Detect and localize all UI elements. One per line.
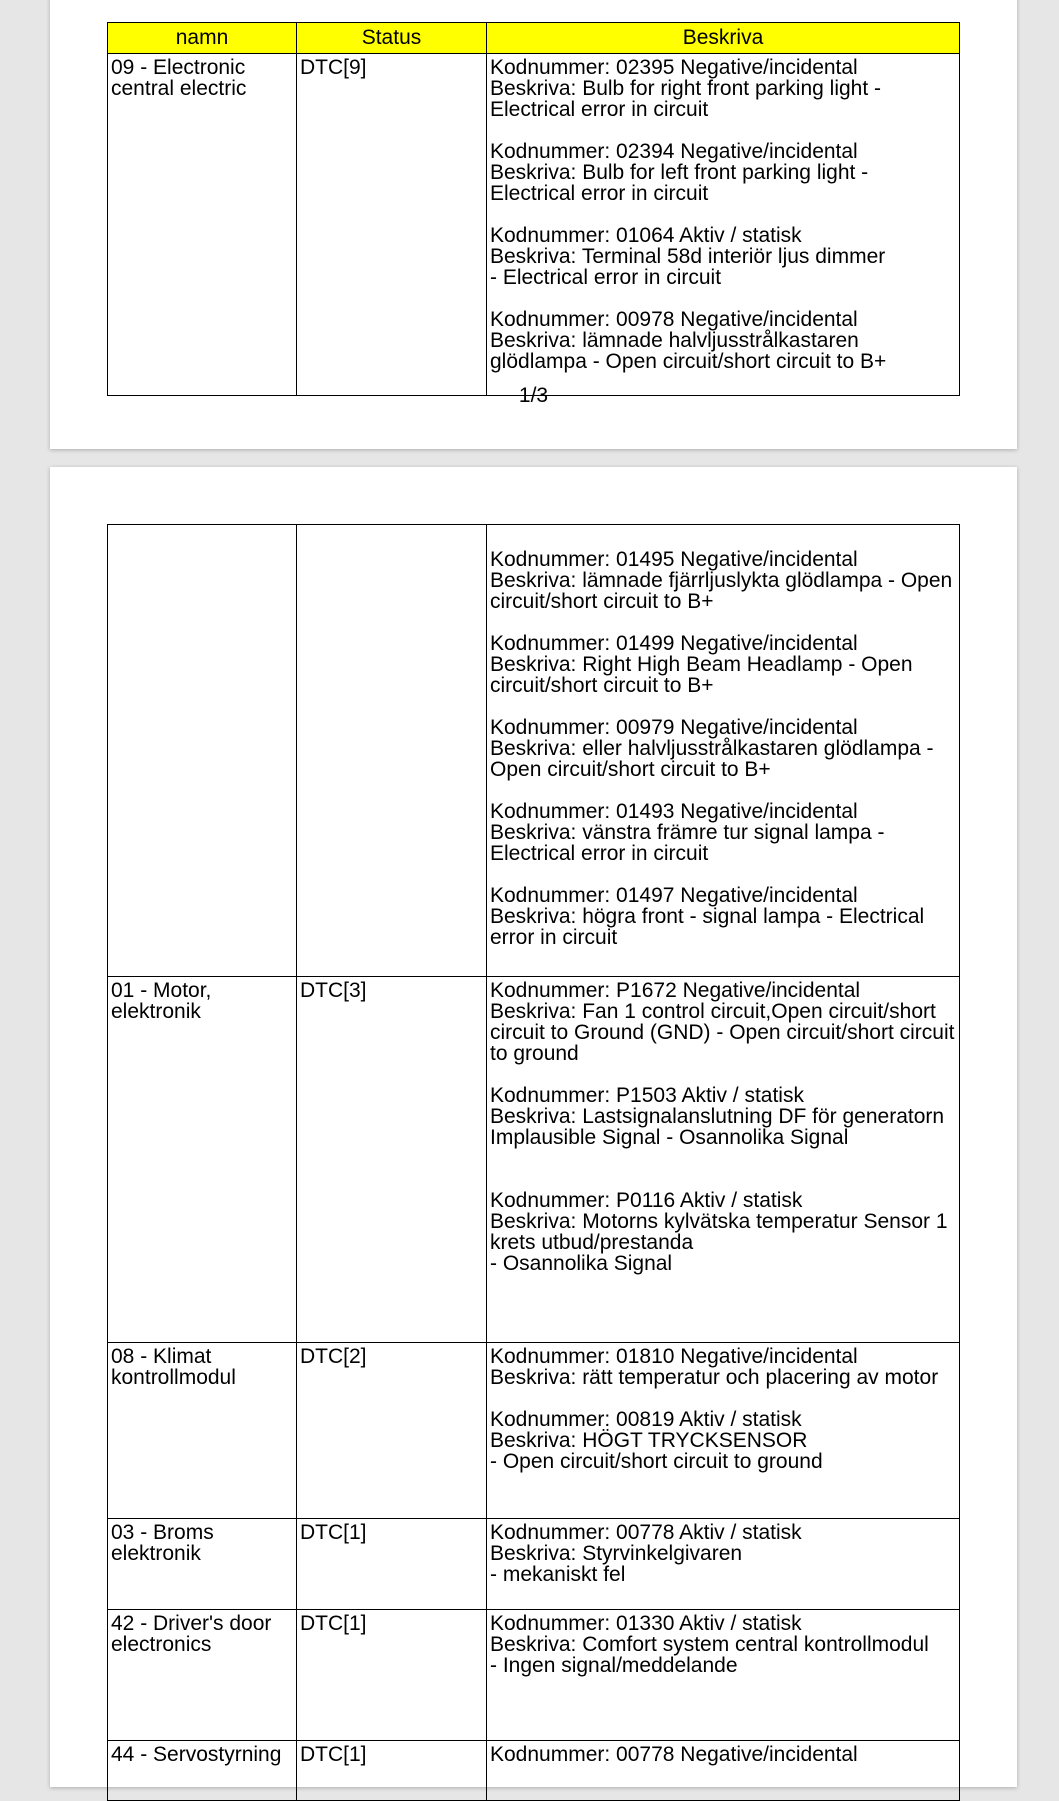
fault-entry (490, 1613, 956, 1676)
fault-code: Kodnummer: 01064 Aktiv / statisk (490, 224, 802, 247)
report-page-2 (50, 467, 1017, 1787)
fault-code: Kodnummer: P1503 Aktiv / statisk (490, 1084, 804, 1107)
fault-description: Beskriva: högra front - signal lampa - Electrical error in circuit (490, 905, 925, 949)
fault-code: Kodnummer: 01497 Negative/incidental (490, 884, 858, 907)
table-row (108, 1519, 960, 1610)
dtc-count-cell: DTC[1] (297, 1610, 487, 1741)
fault-description: Beskriva: Lastsignalanslutning DF för generatorn Implausible Signal - Osannolika Signal (490, 1105, 945, 1149)
fault-description: Beskriva: Terminal 58d interiör ljus dimmer - Electrical error in circuit (490, 245, 886, 289)
fault-description: Beskriva: eller halvljusstrålkastaren glödlampa - Open circuit/short circuit to B+ (490, 737, 934, 781)
fault-entry (490, 1346, 956, 1388)
table-row (108, 54, 960, 396)
table-row (108, 977, 960, 1343)
fault-code: Kodnummer: 00979 Negative/incidental (490, 716, 858, 739)
dtc-count-cell: DTC[9] (297, 54, 487, 396)
fault-description: Beskriva: Styrvinkelgivaren - mekaniskt fel (490, 1542, 743, 1586)
column-header-status: Status (297, 23, 487, 54)
fault-description-cell (487, 977, 960, 1343)
fault-description: Beskriva: Right High Beam Headlamp - Open circuit/short circuit to B+ (490, 653, 913, 697)
fault-entry (490, 1085, 956, 1148)
fault-entry (490, 885, 956, 948)
table-row (108, 525, 960, 977)
fault-entry (490, 225, 956, 288)
dtc-count-cell: DTC[2] (297, 1343, 487, 1519)
dtc-count-cell (297, 525, 487, 977)
fault-code: Kodnummer: 00819 Aktiv / statisk (490, 1408, 802, 1431)
fault-code: Kodnummer: 00778 Aktiv / statisk (490, 1521, 802, 1544)
table-row (108, 1741, 960, 1801)
fault-description: Beskriva: Bulb for left front parking light - Electrical error in circuit (490, 161, 869, 205)
fault-description: Beskriva: Fan 1 control circuit,Open circuit/short circuit to Ground (GND) - Open circuit/short circuit to ground (490, 1000, 955, 1065)
module-name-cell: 03 - Broms elektronik (108, 1519, 297, 1610)
fault-description-cell (487, 1343, 960, 1519)
fault-description: Beskriva: vänstra främre tur signal lampa - Electrical error in circuit (490, 821, 885, 865)
fault-description-cell (487, 525, 960, 977)
table-row (108, 1343, 960, 1519)
fault-description-cell (487, 1519, 960, 1610)
table-header-row (108, 23, 960, 54)
fault-code: Kodnummer: 01499 Negative/incidental (490, 632, 858, 655)
page-number: 1/3 (518, 384, 549, 407)
fault-code: Kodnummer: P1672 Negative/incidental (490, 979, 861, 1002)
fault-code: Kodnummer: 00978 Negative/incidental (490, 308, 858, 331)
fault-entry (490, 801, 956, 864)
module-name-cell: 42 - Driver's door electronics (108, 1610, 297, 1741)
module-name-cell: 08 - Klimat kontrollmodul (108, 1343, 297, 1519)
fault-entry (490, 980, 956, 1064)
module-name-cell (108, 525, 297, 977)
fault-entry (490, 1744, 956, 1765)
dtc-table-page-2 (107, 524, 960, 1801)
fault-entry (490, 57, 956, 120)
fault-entry (490, 1522, 956, 1585)
fault-description: Beskriva: lämnade halvljusstrålkastaren glödlampa - Open circuit/short circuit to B+ (490, 329, 887, 373)
fault-entry (490, 141, 956, 204)
report-page-1 (50, 0, 1017, 449)
fault-description-cell (487, 1741, 960, 1801)
fault-code: Kodnummer: P0116 Aktiv / statisk (490, 1189, 803, 1212)
fault-entry (490, 633, 956, 696)
dtc-count-cell: DTC[1] (297, 1519, 487, 1610)
fault-code: Kodnummer: 02394 Negative/incidental (490, 140, 858, 163)
fault-entry (490, 309, 956, 372)
fault-description: Beskriva: Bulb for right front parking light - Electrical error in circuit (490, 77, 882, 121)
fault-description: Beskriva: rätt temperatur och placering av motor (490, 1366, 939, 1389)
table-body (108, 54, 960, 396)
fault-code: Kodnummer: 01495 Negative/incidental (490, 548, 858, 571)
fault-code: Kodnummer: 01330 Aktiv / statisk (490, 1612, 802, 1635)
fault-code: Kodnummer: 01493 Negative/incidental (490, 800, 858, 823)
module-name-cell: 09 - Electronic central electric (108, 54, 297, 396)
fault-code: Kodnummer: 01810 Negative/incidental (490, 1345, 858, 1368)
column-header-description: Beskriva (487, 23, 960, 54)
fault-entry (490, 549, 956, 612)
column-header-name: namn (108, 23, 297, 54)
table-row (108, 1610, 960, 1741)
module-name-cell: 01 - Motor, elektronik (108, 977, 297, 1343)
dtc-count-cell: DTC[1] (297, 1741, 487, 1801)
module-name-cell: 44 - Servostyrning (108, 1741, 297, 1801)
fault-description: Beskriva: Comfort system central kontrollmodul - Ingen signal/meddelande (490, 1633, 929, 1677)
dtc-table-page-1 (107, 22, 960, 396)
fault-entry (490, 717, 956, 780)
table-body (108, 525, 960, 1801)
fault-code: Kodnummer: 00778 Negative/incidental (490, 1743, 858, 1766)
fault-description: Beskriva: Motorns kylvätska temperatur Sensor 1 krets utbud/prestanda - Osannolika Signal (490, 1210, 948, 1275)
fault-description: Beskriva: HÖGT TRYCKSENSOR - Open circuit/short circuit to ground (490, 1429, 823, 1473)
fault-description-cell (487, 1610, 960, 1741)
fault-description: Beskriva: lämnade fjärrljuslykta glödlampa - Open circuit/short circuit to B+ (490, 569, 953, 613)
fault-description-cell (487, 54, 960, 396)
fault-entry (490, 1409, 956, 1472)
fault-code: Kodnummer: 02395 Negative/incidental (490, 56, 858, 79)
fault-entry (490, 1190, 956, 1274)
dtc-count-cell: DTC[3] (297, 977, 487, 1343)
